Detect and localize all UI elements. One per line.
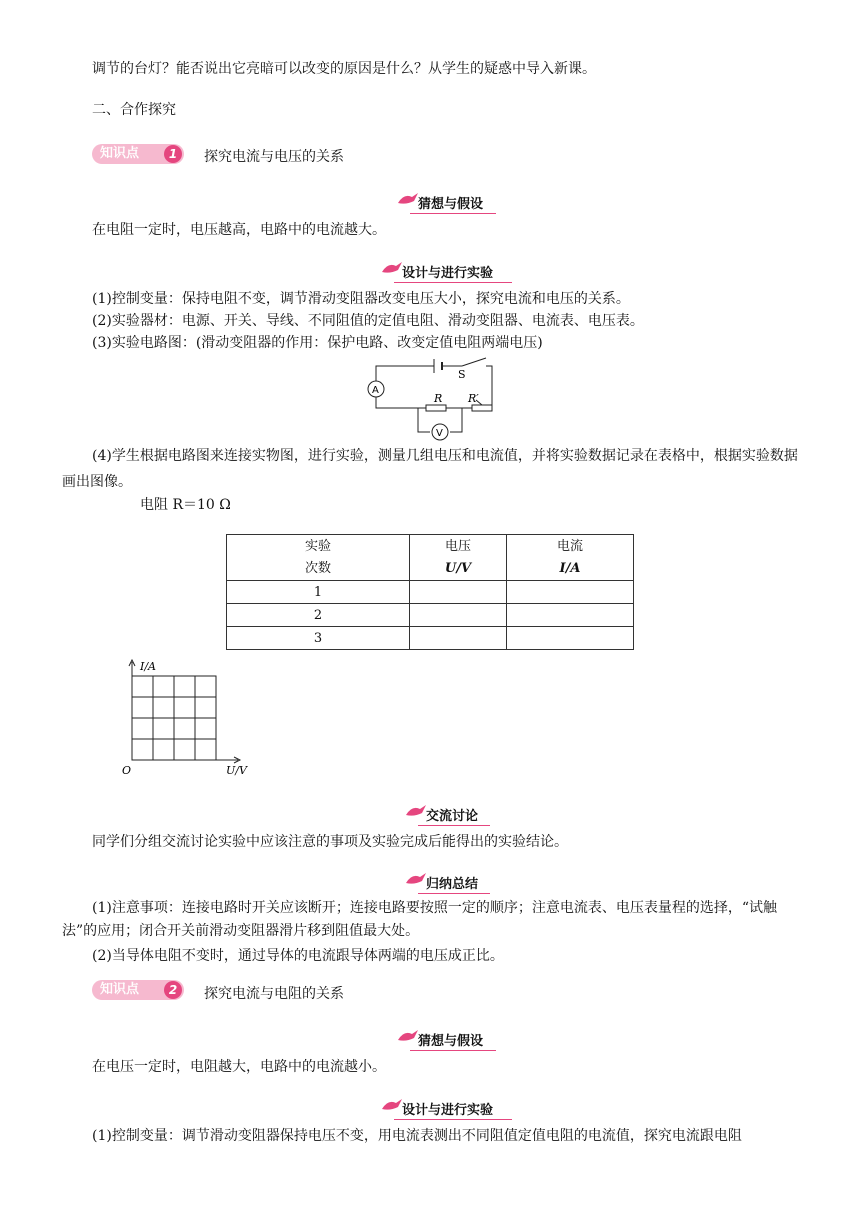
subheading-guess-2: 猜想与假设 xyxy=(396,1030,496,1052)
y-axis-label: I/A xyxy=(140,660,156,673)
table-row: 2 xyxy=(227,604,634,627)
subheading-summary: 归纳总结 xyxy=(404,873,490,895)
pen-icon xyxy=(396,191,420,207)
pen-icon xyxy=(396,1028,420,1044)
section-heading: 二、合作探究 xyxy=(92,102,176,118)
intro-line: 调节的台灯？能否说出它亮暗可以改变的原因是什么？从学生的疑惑中导入新课。 xyxy=(92,61,596,77)
summary-line-1: (1)注意事项：连接电路时开关应该断开；连接电路要按照一定的顺序；注意电流表、电压表量程的选择，“试触法”的应用；闭合开关前滑动变阻器滑片移到阻值最大处。 xyxy=(62,900,777,939)
badge-label: 知识点 xyxy=(100,146,140,161)
iu-graph-grid xyxy=(120,656,260,782)
subheading-guess: 猜想与假设 xyxy=(396,193,496,215)
pen-icon xyxy=(404,803,428,819)
pen-icon xyxy=(380,260,404,276)
pen-icon xyxy=(380,1097,404,1113)
subheading-design-2: 设计与进行实验 xyxy=(380,1099,512,1121)
subheading-discuss: 交流讨论 xyxy=(404,805,490,827)
knowledge-point-title-1: 探究电流与电压的关系 xyxy=(204,149,344,165)
table-header-row xyxy=(227,535,634,581)
switch-label: S xyxy=(458,368,466,381)
ammeter-label: A xyxy=(372,385,379,396)
kp2-guess-text: 在电压一定时，电阻越大，电路中的电流越小。 xyxy=(92,1059,386,1075)
discuss-text: 同学们分组交流讨论实验中应该注意的事项及实验完成后能得出的实验结论。 xyxy=(92,834,568,850)
kp1-guess-text: 在电阻一定时，电压越高，电路中的电流越大。 xyxy=(92,222,386,238)
header-current: 电流 I/A xyxy=(507,535,634,581)
rheostat-label: R′ xyxy=(468,392,479,405)
design-line-2: (2)实验器材：电源、开关、导线、不同阻值的定值电阻、滑动变阻器、电流表、电压表。 xyxy=(92,313,644,329)
origin-label: O xyxy=(122,764,132,777)
data-table xyxy=(226,534,634,650)
header-voltage: 电压 U/V xyxy=(410,535,507,581)
knowledge-point-badge-1 xyxy=(92,144,184,164)
step-4-text: (4)学生根据电路图来连接实物图，进行实验，测量几组电压和电流值，并将实验数据记录在表格中，根据实验数据画出图像。 xyxy=(62,448,798,490)
knowledge-point-title-2: 探究电流与电阻的关系 xyxy=(204,986,344,1002)
resistor-label: R xyxy=(434,392,443,405)
design-line-3: (3)实验电路图：(滑动变阻器的作用：保护电路、改变定值电阻两端电压) xyxy=(92,335,543,351)
knowledge-point-badge-2 xyxy=(92,980,184,1000)
badge-label: 知识点 xyxy=(100,982,140,997)
badge-number: 2 xyxy=(164,981,182,999)
voltmeter-label: V xyxy=(436,428,443,439)
circuit-diagram xyxy=(364,356,504,444)
pen-icon xyxy=(404,871,428,887)
kp2-design-line-1: (1)控制变量：调节滑动变阻器保持电压不变，用电流表测出不同阻值定值电阻的电流值，探究电流跟电阻 xyxy=(92,1128,742,1144)
resistance-note: 电阻 R＝10 Ω xyxy=(140,497,231,513)
design-line-1: (1)控制变量：保持电阻不变，调节滑动变阻器改变电压大小，探究电流和电压的关系。 xyxy=(92,291,630,307)
header-trial: 实验 次数 xyxy=(227,535,410,581)
summary-line-2: (2)当导体电阻不变时，通过导体的电流跟导体两端的电压成正比。 xyxy=(92,948,504,964)
subheading-design: 设计与进行实验 xyxy=(380,262,512,284)
badge-number: 1 xyxy=(164,145,182,163)
table-row: 3 xyxy=(227,627,634,650)
table-row: 1 xyxy=(227,581,634,604)
x-axis-label: U/V xyxy=(226,764,247,777)
